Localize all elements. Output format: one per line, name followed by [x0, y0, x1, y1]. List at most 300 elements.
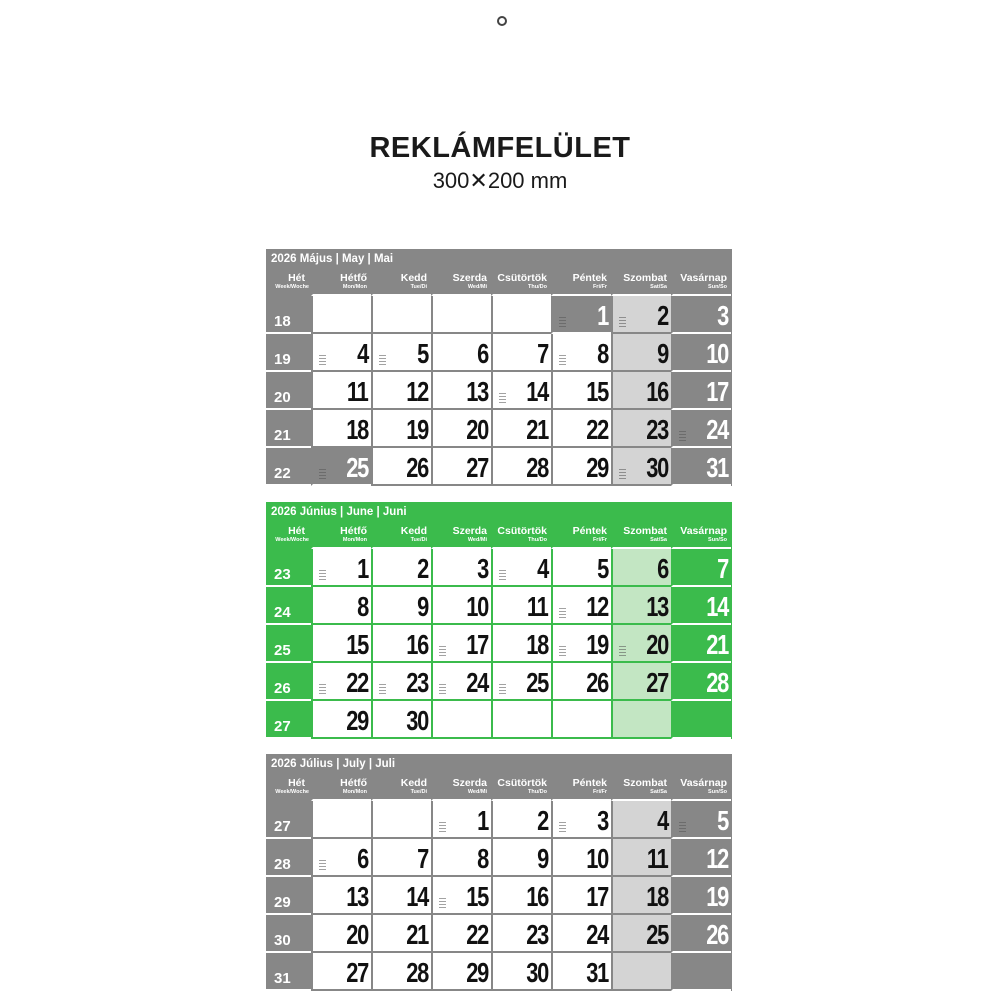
week-number-cell: [266, 663, 311, 701]
day-cell: [311, 410, 371, 448]
day-cell: [611, 915, 671, 953]
weekday-header: [611, 774, 671, 801]
day-cell: [491, 625, 551, 663]
weekday-sublabel: Wed/Mi: [467, 789, 487, 795]
nameday-note: [319, 355, 326, 365]
week-number-cell: [266, 701, 311, 739]
week-header-label: Hét: [288, 777, 305, 789]
day-number: 9: [417, 591, 428, 622]
day-cell: [311, 625, 371, 663]
day-cell: [371, 372, 431, 410]
day-number: 12: [406, 376, 428, 407]
weekday-header: [551, 522, 611, 549]
weekday-sublabel: Sun/So: [708, 537, 727, 543]
month-block: [266, 502, 732, 739]
day-cell: [491, 801, 551, 839]
week-number: 29: [274, 894, 291, 911]
weekday-sublabel: Sun/So: [708, 284, 727, 290]
weekday-header: [371, 774, 431, 801]
day-cell: [431, 549, 491, 587]
day-number: 23: [526, 919, 548, 950]
day-number: 14: [406, 881, 428, 912]
weekday-sublabel: Wed/Mi: [467, 537, 487, 543]
nameday-note: [559, 608, 566, 618]
week-number: 19: [274, 351, 291, 368]
nameday-note: [319, 860, 326, 870]
nameday-note: [619, 317, 626, 327]
day-number: 28: [406, 957, 428, 988]
day-number: 25: [526, 667, 548, 698]
week-number-cell: [266, 953, 311, 991]
day-cell: [551, 334, 611, 372]
day-cell: [311, 549, 371, 587]
day-number: 10: [586, 843, 608, 874]
weekday-header: [671, 522, 731, 549]
nameday-note: [499, 570, 506, 580]
weekday-sublabel: Fri/Fr: [592, 537, 607, 543]
week-number: 18: [274, 313, 291, 330]
weekday-header: [551, 774, 611, 801]
day-number: 8: [357, 591, 368, 622]
weekday-header: [611, 269, 671, 296]
day-cell: [431, 877, 491, 915]
day-number: 30: [406, 705, 428, 736]
day-number: 5: [717, 805, 728, 836]
day-number: 22: [346, 667, 368, 698]
weekday-label: Csütörtök: [497, 525, 547, 537]
weekday-header: [431, 774, 491, 801]
day-number: 18: [346, 414, 368, 445]
day-number: 14: [526, 376, 548, 407]
day-cell: [491, 915, 551, 953]
week-number: 30: [274, 932, 291, 949]
nameday-note: [319, 469, 326, 479]
day-cell: [611, 877, 671, 915]
weekday-header-row: [266, 522, 732, 549]
day-cell: [671, 625, 731, 663]
day-number: 29: [586, 452, 608, 483]
nameday-note: [679, 431, 686, 441]
day-cell: [491, 701, 551, 739]
day-number: 1: [597, 300, 608, 331]
day-cell: [611, 625, 671, 663]
day-number: 24: [706, 414, 728, 445]
day-cell: [311, 448, 371, 486]
day-cell: [671, 839, 731, 877]
day-number: 6: [657, 553, 668, 584]
weekday-label: Szombat: [623, 525, 667, 537]
day-cell: [311, 877, 371, 915]
day-number: 26: [586, 667, 608, 698]
day-number: 4: [537, 553, 548, 584]
week-number-cell: [266, 372, 311, 410]
day-number: 7: [717, 553, 728, 584]
day-number: 11: [347, 376, 368, 407]
day-cell: [551, 663, 611, 701]
weekday-label: Kedd: [400, 272, 427, 284]
day-number: 27: [646, 667, 668, 698]
day-cell: [431, 663, 491, 701]
day-number: 26: [406, 452, 428, 483]
day-cell: [371, 625, 431, 663]
week-number: 25: [274, 642, 291, 659]
day-cell: [551, 839, 611, 877]
weekday-label: Vasárnap: [680, 525, 727, 537]
day-cell: [431, 448, 491, 486]
week-number: 23: [274, 566, 291, 583]
day-number: 29: [346, 705, 368, 736]
day-cell: [671, 877, 731, 915]
day-number: 14: [706, 591, 728, 622]
day-number: 19: [406, 414, 428, 445]
nameday-note: [439, 646, 446, 656]
day-number: 31: [586, 957, 608, 988]
weekday-label: Kedd: [400, 525, 427, 537]
weekday-sublabel: Tue/Di: [410, 537, 427, 543]
day-cell: [491, 663, 551, 701]
day-cell: [431, 625, 491, 663]
weekday-label: Péntek: [572, 525, 607, 537]
week-header-sublabel: Week/Woche: [275, 537, 309, 543]
month-title: 2026 Május | May | Mai: [271, 253, 394, 265]
day-number: 26: [706, 919, 728, 950]
day-cell: [551, 701, 611, 739]
day-cell: [611, 372, 671, 410]
weekday-label: Hétfő: [340, 272, 367, 284]
nameday-note: [559, 317, 566, 327]
day-cell: [311, 839, 371, 877]
weekday-sublabel: Sat/Sa: [650, 284, 667, 290]
day-cell: [431, 701, 491, 739]
day-number: 29: [466, 957, 488, 988]
ad-title: REKLÁMFELÜLET: [369, 132, 631, 164]
day-cell: [371, 801, 431, 839]
weekday-sublabel: Thu/Do: [528, 537, 547, 543]
month-block: [266, 249, 732, 486]
day-number: 22: [586, 414, 608, 445]
weekday-header: [431, 522, 491, 549]
hanging-hole: [497, 16, 507, 26]
weekday-sublabel: Fri/Fr: [592, 789, 607, 795]
weekday-sublabel: Thu/Do: [528, 284, 547, 290]
weekday-label: Csütörtök: [497, 777, 547, 789]
day-number: 17: [586, 881, 608, 912]
week-number-cell: [266, 296, 311, 334]
week-number-cell: [266, 915, 311, 953]
weekday-sublabel: Fri/Fr: [592, 284, 607, 290]
nameday-note: [559, 822, 566, 832]
weekday-header: [311, 774, 371, 801]
day-cell: [431, 410, 491, 448]
day-cell: [491, 410, 551, 448]
day-cell: [491, 953, 551, 991]
weekday-sublabel: Tue/Di: [410, 284, 427, 290]
day-cell: [551, 625, 611, 663]
week-row: [266, 334, 732, 372]
week-header-sublabel: Week/Woche: [275, 284, 309, 290]
day-cell: [551, 372, 611, 410]
day-number: 25: [346, 452, 368, 483]
day-number: 30: [646, 452, 668, 483]
week-row: [266, 877, 732, 915]
day-cell: [431, 372, 491, 410]
day-cell: [491, 587, 551, 625]
day-number: 4: [357, 338, 368, 369]
day-cell: [371, 701, 431, 739]
day-number: 30: [526, 957, 548, 988]
day-number: 8: [597, 338, 608, 369]
day-number: 13: [646, 591, 668, 622]
day-cell: [671, 915, 731, 953]
day-cell: [671, 296, 731, 334]
week-header-label: Hét: [288, 525, 305, 537]
weekday-header: [671, 774, 731, 801]
nameday-note: [439, 684, 446, 694]
day-number: 1: [357, 553, 368, 584]
day-number: 24: [586, 919, 608, 950]
weekday-header: [491, 269, 551, 296]
day-cell: [551, 410, 611, 448]
day-number: 19: [706, 881, 728, 912]
week-row: [266, 587, 732, 625]
day-cell: [491, 877, 551, 915]
day-cell: [431, 296, 491, 334]
day-cell: [491, 296, 551, 334]
weekday-header: [491, 522, 551, 549]
day-number: 2: [657, 300, 668, 331]
week-number-cell: [266, 448, 311, 486]
weekday-sublabel: Wed/Mi: [467, 284, 487, 290]
day-cell: [611, 663, 671, 701]
nameday-note: [379, 355, 386, 365]
day-number: 4: [657, 805, 668, 836]
day-cell: [671, 663, 731, 701]
day-number: 31: [706, 452, 728, 483]
weekday-sublabel: Sun/So: [708, 789, 727, 795]
day-cell: [311, 296, 371, 334]
day-number: 28: [706, 667, 728, 698]
day-number: 22: [466, 919, 488, 950]
week-header: [266, 269, 311, 296]
nameday-note: [679, 822, 686, 832]
day-cell: [491, 839, 551, 877]
weekday-label: Csütörtök: [497, 272, 547, 284]
day-number: 2: [537, 805, 548, 836]
weekday-header: [491, 774, 551, 801]
day-cell: [671, 587, 731, 625]
weekday-label: Szerda: [452, 272, 487, 284]
weekday-label: Vasárnap: [680, 777, 727, 789]
nameday-note: [319, 684, 326, 694]
week-header: [266, 774, 311, 801]
day-number: 17: [706, 376, 728, 407]
day-cell: [671, 549, 731, 587]
day-number: 10: [706, 338, 728, 369]
weekday-label: Szombat: [623, 777, 667, 789]
weekday-header: [311, 269, 371, 296]
day-number: 9: [537, 843, 548, 874]
day-cell: [491, 372, 551, 410]
weekday-label: Kedd: [400, 777, 427, 789]
day-number: 27: [346, 957, 368, 988]
nameday-note: [439, 898, 446, 908]
day-cell: [371, 410, 431, 448]
day-number: 3: [477, 553, 488, 584]
day-cell: [671, 953, 731, 991]
day-cell: [311, 701, 371, 739]
weekday-header: [311, 522, 371, 549]
week-number: 20: [274, 389, 291, 406]
day-cell: [611, 953, 671, 991]
day-number: 18: [526, 629, 548, 660]
day-cell: [671, 372, 731, 410]
day-cell: [611, 549, 671, 587]
week-row: [266, 915, 732, 953]
day-number: 28: [526, 452, 548, 483]
day-cell: [491, 549, 551, 587]
day-number: 20: [466, 414, 488, 445]
day-cell: [431, 953, 491, 991]
advertising-area: [0, 128, 1000, 194]
day-number: 24: [466, 667, 488, 698]
week-row: [266, 801, 732, 839]
week-row: [266, 372, 732, 410]
day-cell: [371, 448, 431, 486]
week-number-cell: [266, 334, 311, 372]
day-number: 5: [417, 338, 428, 369]
nameday-note: [499, 393, 506, 403]
day-number: 3: [597, 805, 608, 836]
day-number: 6: [477, 338, 488, 369]
weekday-label: Hétfő: [340, 777, 367, 789]
weekday-header-row: [266, 774, 732, 801]
week-header-sublabel: Week/Woche: [275, 789, 309, 795]
week-number-cell: [266, 877, 311, 915]
day-number: 15: [466, 881, 488, 912]
day-cell: [551, 877, 611, 915]
week-row: [266, 663, 732, 701]
month-block: [266, 754, 732, 991]
day-cell: [611, 410, 671, 448]
day-cell: [371, 334, 431, 372]
day-number: 8: [477, 843, 488, 874]
weekday-label: Péntek: [572, 272, 607, 284]
week-number: 22: [274, 465, 291, 482]
day-number: 16: [406, 629, 428, 660]
day-cell: [371, 587, 431, 625]
day-number: 15: [586, 376, 608, 407]
week-number-cell: [266, 839, 311, 877]
day-cell: [551, 448, 611, 486]
day-cell: [311, 587, 371, 625]
day-number: 11: [647, 843, 668, 874]
week-number: 24: [274, 604, 291, 621]
day-cell: [491, 448, 551, 486]
week-number: 27: [274, 718, 291, 735]
month-title: 2026 Július | July | Juli: [271, 758, 396, 770]
nameday-note: [499, 684, 506, 694]
day-cell: [431, 915, 491, 953]
week-number: 27: [274, 818, 291, 835]
week-number-cell: [266, 625, 311, 663]
day-cell: [611, 839, 671, 877]
weekday-label: Szombat: [623, 272, 667, 284]
nameday-note: [619, 469, 626, 479]
day-cell: [311, 801, 371, 839]
day-number: 15: [346, 629, 368, 660]
day-number: 21: [526, 414, 548, 445]
day-cell: [311, 663, 371, 701]
day-number: 7: [417, 843, 428, 874]
day-number: 9: [657, 338, 668, 369]
week-row: [266, 448, 732, 486]
day-number: 16: [526, 881, 548, 912]
week-row: [266, 839, 732, 877]
week-header-label: Hét: [288, 272, 305, 284]
weekday-label: Szerda: [452, 777, 487, 789]
month-title: 2026 Június | June | Juni: [271, 506, 407, 518]
weekday-label: Vasárnap: [680, 272, 727, 284]
day-number: 12: [586, 591, 608, 622]
weekday-header: [371, 522, 431, 549]
day-number: 23: [646, 414, 668, 445]
day-cell: [371, 663, 431, 701]
week-row: [266, 625, 732, 663]
nameday-note: [619, 646, 626, 656]
day-cell: [311, 953, 371, 991]
day-number: 16: [646, 376, 668, 407]
day-number: 5: [597, 553, 608, 584]
day-cell: [671, 701, 731, 739]
day-number: 3: [717, 300, 728, 331]
weekday-sublabel: Mon/Mon: [342, 284, 367, 290]
week-number: 28: [274, 856, 291, 873]
week-number-cell: [266, 549, 311, 587]
day-number: 10: [466, 591, 488, 622]
week-number-cell: [266, 410, 311, 448]
day-cell: [671, 448, 731, 486]
week-row: [266, 549, 732, 587]
weekday-sublabel: Tue/Di: [410, 789, 427, 795]
day-cell: [371, 839, 431, 877]
day-number: 17: [466, 629, 488, 660]
day-cell: [371, 953, 431, 991]
nameday-note: [559, 646, 566, 656]
day-cell: [371, 296, 431, 334]
week-row: [266, 701, 732, 739]
day-cell: [671, 410, 731, 448]
day-cell: [311, 334, 371, 372]
day-number: 7: [537, 338, 548, 369]
week-row: [266, 953, 732, 991]
day-number: 13: [466, 376, 488, 407]
weekday-header: [611, 522, 671, 549]
day-cell: [611, 296, 671, 334]
day-cell: [431, 839, 491, 877]
weekday-label: Péntek: [572, 777, 607, 789]
day-number: 21: [406, 919, 428, 950]
weekday-sublabel: Mon/Mon: [342, 789, 367, 795]
day-number: 12: [706, 843, 728, 874]
day-cell: [491, 334, 551, 372]
weekday-header: [371, 269, 431, 296]
day-cell: [671, 334, 731, 372]
day-cell: [431, 587, 491, 625]
day-cell: [551, 587, 611, 625]
day-cell: [551, 549, 611, 587]
weekday-sublabel: Sat/Sa: [650, 537, 667, 543]
day-cell: [371, 915, 431, 953]
